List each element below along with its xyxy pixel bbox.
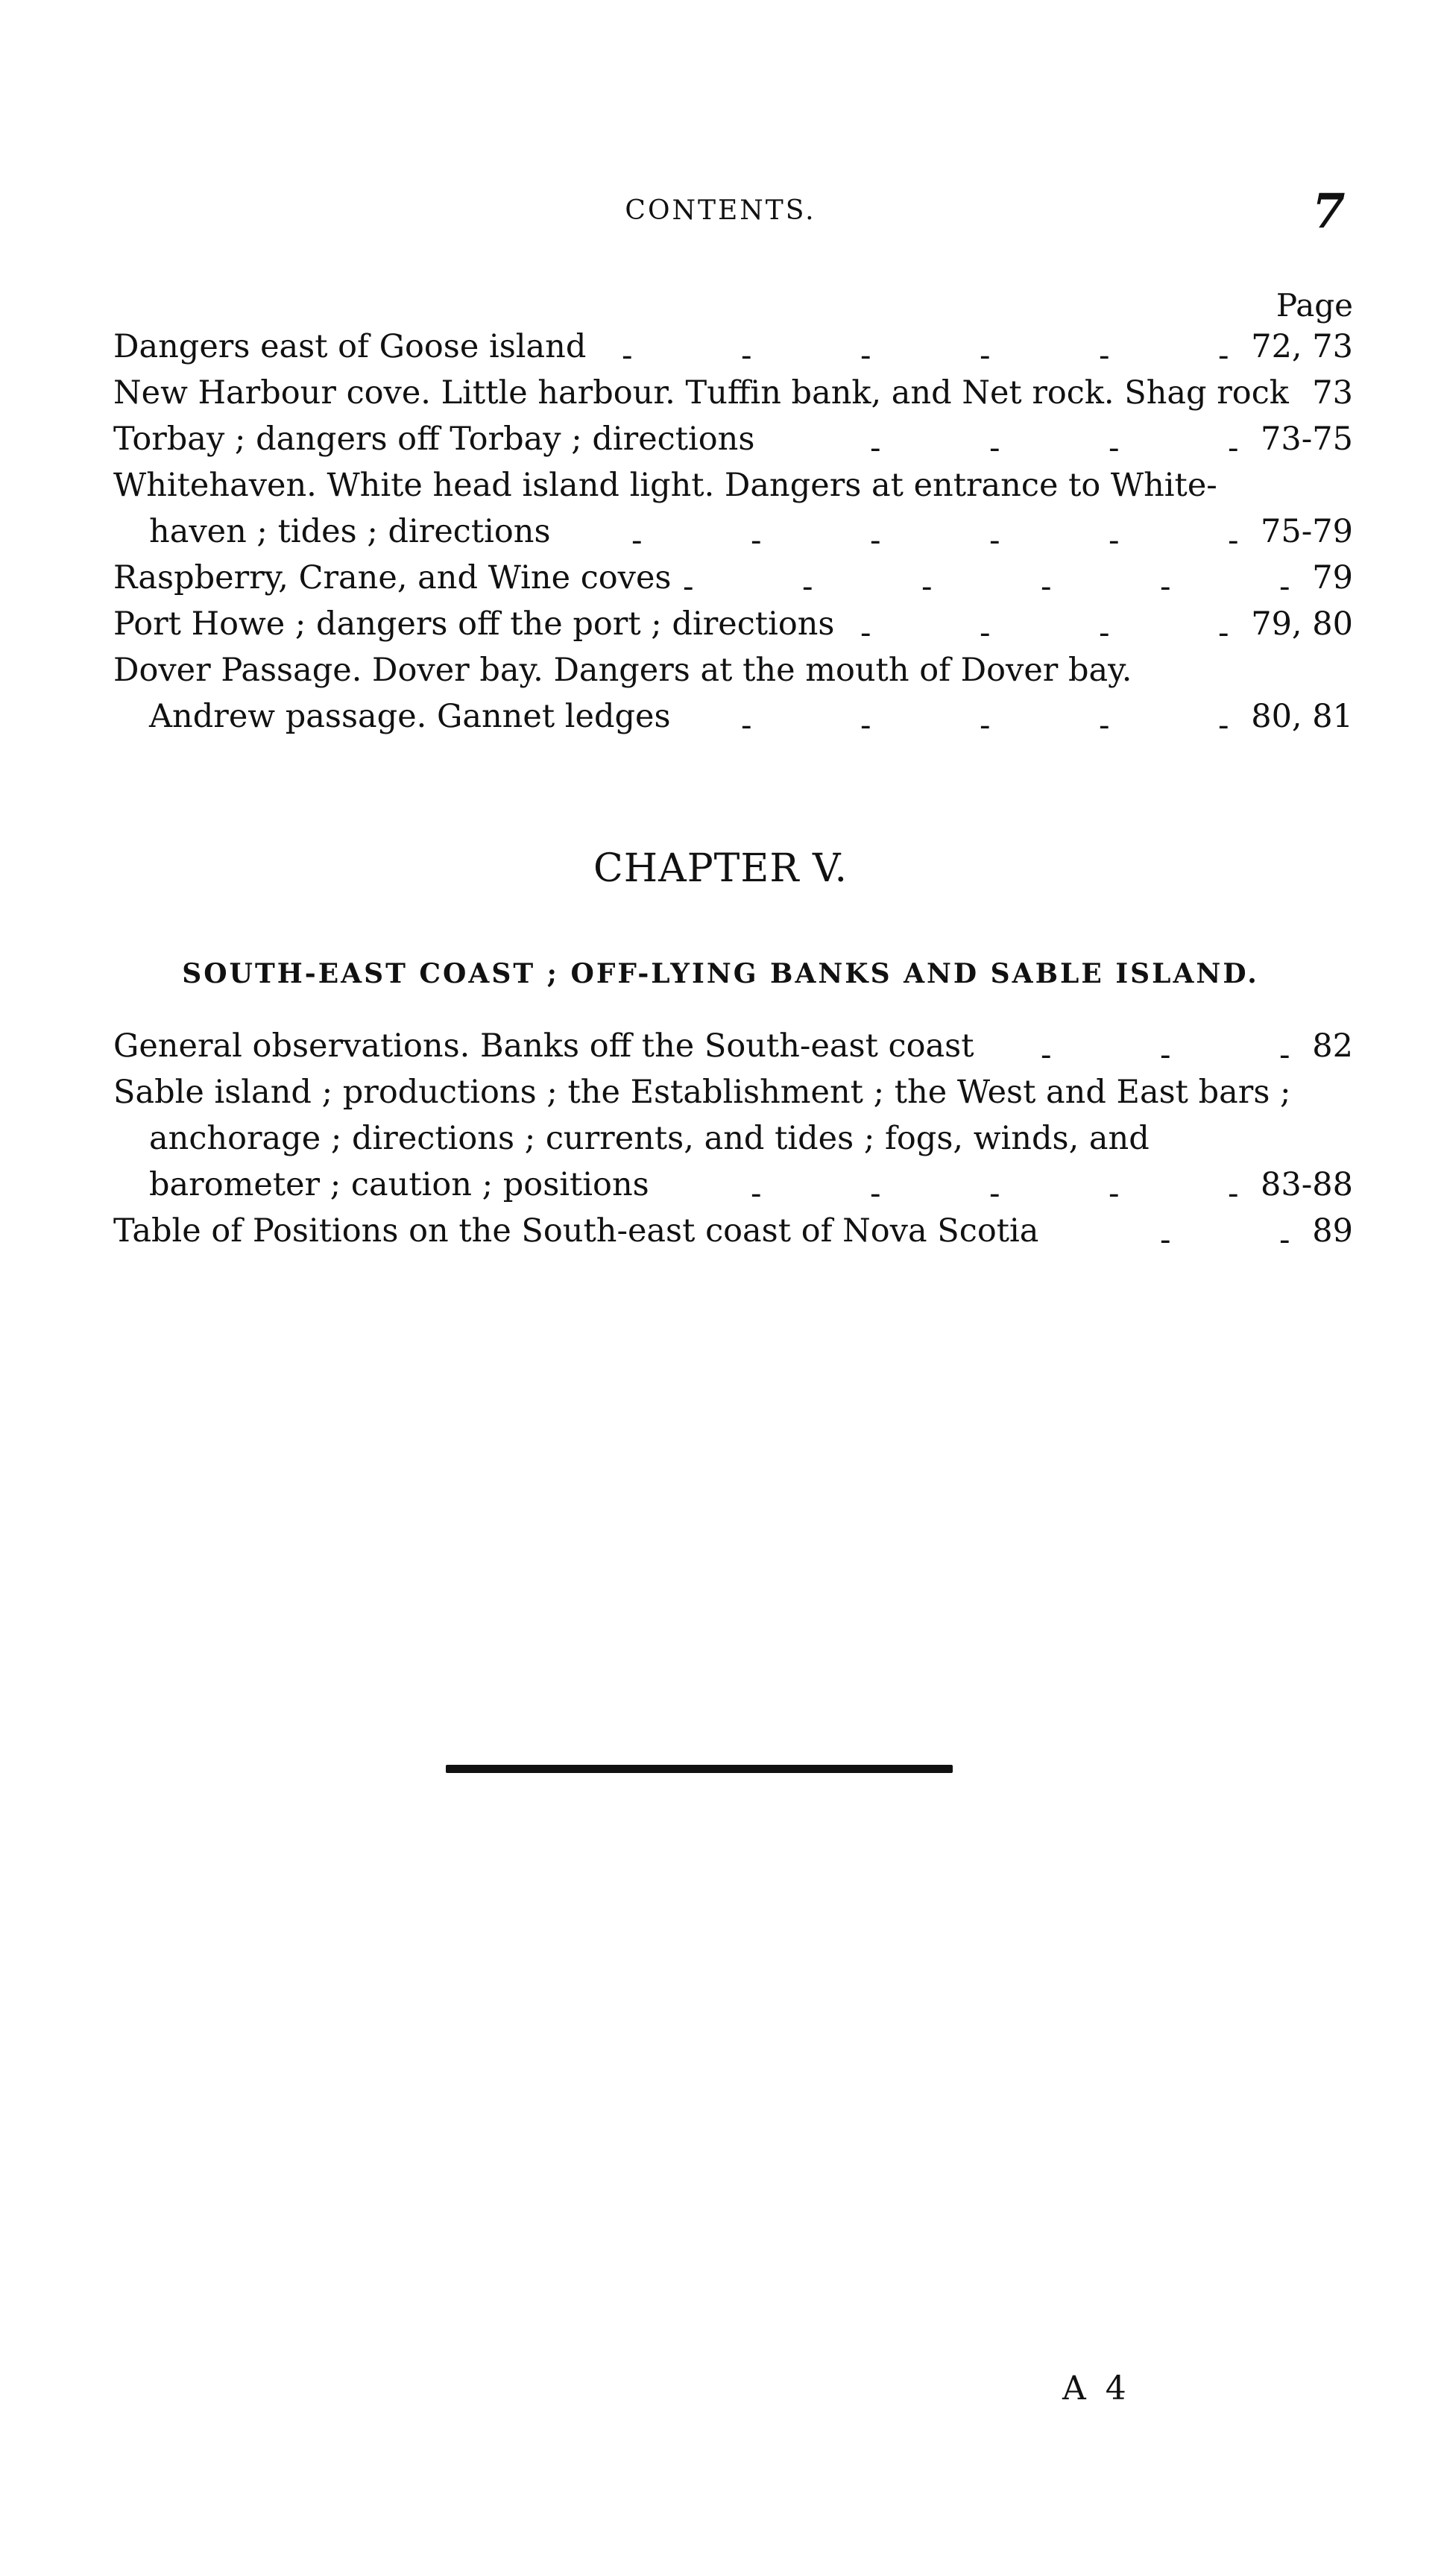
- entry-page-ref: 79, 80: [1251, 605, 1353, 643]
- dot-leader: - - - - -: [741, 707, 1229, 744]
- entry-page-ref: 80, 81: [1251, 698, 1353, 735]
- dot-leader: - - - - - -: [683, 568, 1290, 605]
- dot-leader: - - - -: [860, 614, 1229, 652]
- entry-page-ref: 73: [1312, 374, 1353, 412]
- entry-page-ref: 89: [1312, 1212, 1353, 1250]
- entry-text-line: Andrew passage. Gannet ledges: [149, 698, 671, 735]
- entry-text-line: Raspberry, Crane, and Wine coves: [113, 559, 672, 596]
- entry-text-line: New Harbour cove. Little harbour. Tuffin bank, and Net rock. Shag rock: [113, 374, 1289, 412]
- entry-text-line: Dangers east of Goose island: [113, 328, 587, 365]
- entry-page-ref: 75-79: [1261, 513, 1353, 550]
- entry-text-line: General observations. Banks off the South-east coast: [113, 1027, 974, 1065]
- entry-page-ref: 82: [1312, 1027, 1353, 1065]
- entry-text-line: Torbay ; dangers off Torbay ; directions: [113, 421, 755, 458]
- entry-page-ref: 72, 73: [1251, 328, 1353, 365]
- entry-text-line: barometer ; caution ; positions: [149, 1166, 649, 1203]
- dot-leader: - - - -: [870, 429, 1239, 467]
- entry-text-line: Dover Passage. Dover bay. Dangers at the mouth of Dover bay.: [113, 652, 1132, 689]
- printer-signature: A 4: [1062, 2369, 1131, 2407]
- chapter-title: CHAPTER V.: [593, 846, 848, 891]
- dot-leader: - - - - -: [751, 1175, 1239, 1212]
- entry-text-line: haven ; tides ; directions: [149, 513, 551, 550]
- entry-text-line: Whitehaven. White head island light. Dangers at entrance to White-: [113, 467, 1217, 504]
- running-head: CONTENTS.: [625, 195, 816, 226]
- dot-leader: - -: [1160, 1221, 1290, 1259]
- entry-text-line: Table of Positions on the South-east coast of Nova Scotia: [113, 1212, 1039, 1250]
- dot-leader: - - - - - -: [631, 522, 1239, 559]
- section-rule: [446, 1765, 953, 1773]
- dot-leader: - - -: [1041, 1036, 1290, 1074]
- chapter-subtitle: SOUTH-EAST COAST ; OFF-LYING BANKS AND SABLE ISLAND.: [182, 958, 1259, 989]
- entry-page-ref: 79: [1312, 559, 1353, 596]
- entry-text-line: anchorage ; directions ; currents, and tides ; fogs, winds, and: [149, 1120, 1150, 1157]
- entry-text-line: Sable island ; productions ; the Establishment ; the West and East bars ;: [113, 1074, 1291, 1111]
- entry-page-ref: 83-88: [1261, 1166, 1353, 1203]
- entry-page-ref: 73-75: [1261, 421, 1353, 458]
- dot-leader: - - - - - -: [622, 337, 1229, 374]
- page-number: 7: [1312, 183, 1346, 239]
- entry-text-line: Port Howe ; dangers off the port ; directions: [113, 605, 835, 643]
- page-column-label: Page: [1276, 287, 1353, 324]
